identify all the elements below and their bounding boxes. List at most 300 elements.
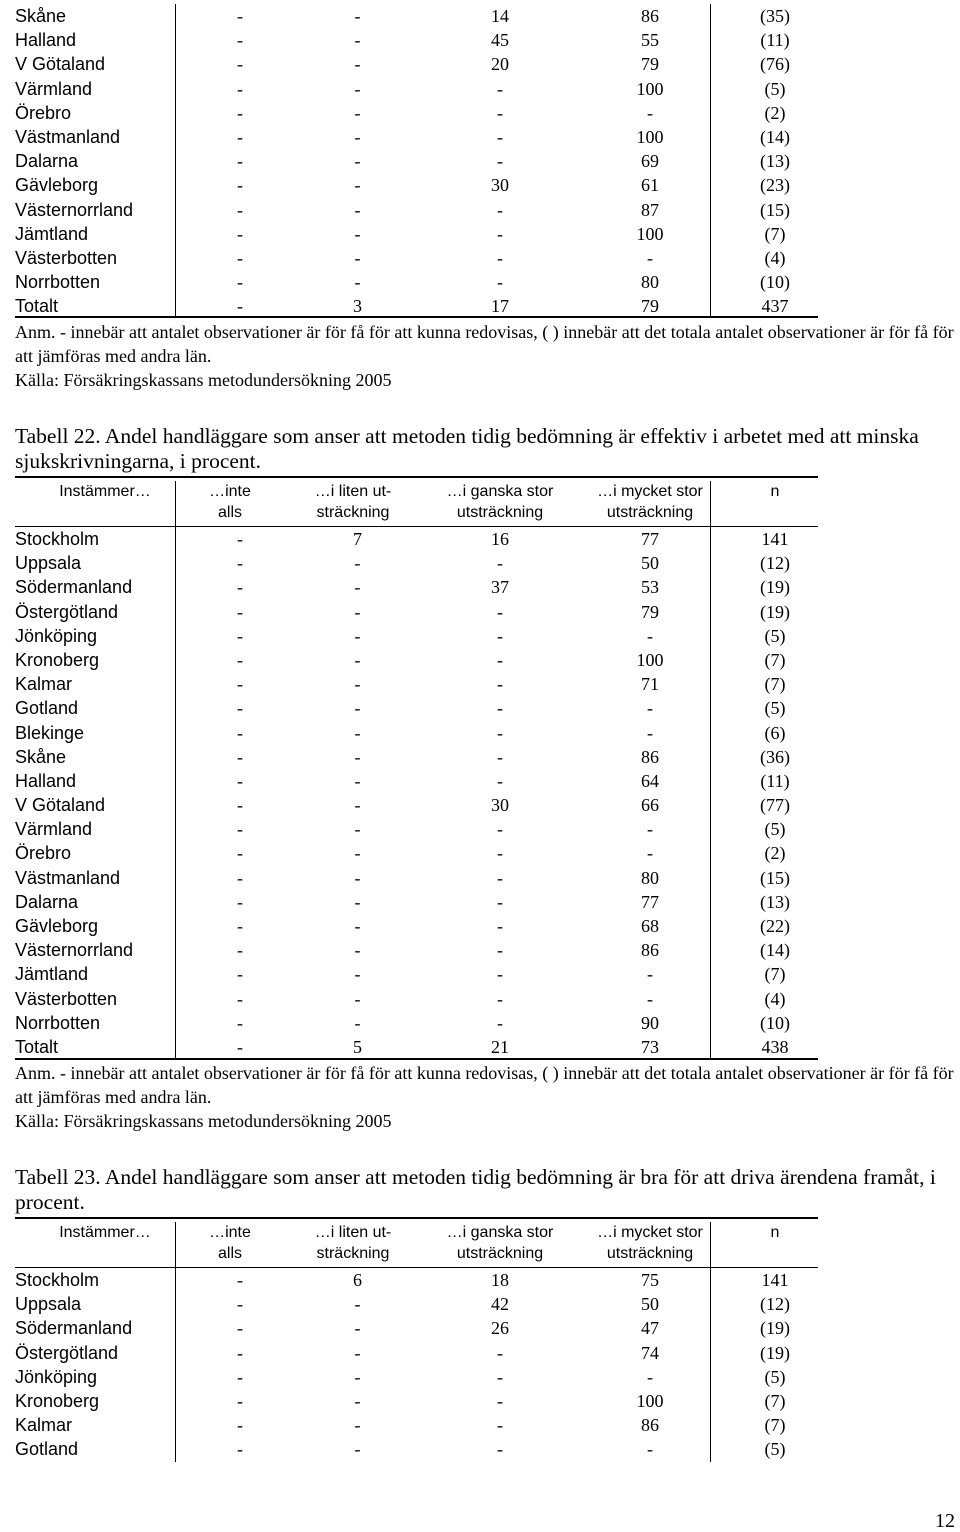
cell-liten: - bbox=[354, 199, 361, 220]
cell-mycket-stor: 90 bbox=[641, 1012, 659, 1033]
cell-n: (7) bbox=[764, 1390, 786, 1411]
table-body bbox=[15, 4, 960, 318]
header-instammer: Instämmer… bbox=[59, 483, 151, 500]
table-row bbox=[15, 721, 960, 745]
table-note: Anm. - innebär att antalet observationer är för få för att kunna redovisas, ( ) innebär att det totala antalet observationer är för få för att jämföras med andra län. bbox=[15, 1063, 954, 1107]
cell-inte-alls: - bbox=[237, 625, 243, 646]
table-header bbox=[15, 1222, 960, 1268]
cell-n: 438 bbox=[761, 1036, 789, 1057]
table-row bbox=[15, 222, 960, 246]
cell-ganska-stor: - bbox=[497, 843, 503, 864]
cell-liten: - bbox=[354, 722, 361, 743]
cell-liten: - bbox=[354, 601, 361, 622]
cell-n: (19) bbox=[760, 577, 790, 598]
cell-inte-alls: - bbox=[237, 102, 243, 123]
cell-n: (15) bbox=[760, 199, 790, 220]
cell-mycket-stor: 74 bbox=[641, 1342, 659, 1363]
cell-liten: - bbox=[354, 1294, 361, 1315]
cell-n: (19) bbox=[760, 1318, 790, 1339]
table-note: Anm. - innebär att antalet observationer är för få för att kunna redovisas, ( ) innebär att det totala antalet observationer är för få för att jämföras med andra län. bbox=[15, 322, 954, 366]
cell-inte-alls: - bbox=[237, 819, 243, 840]
row-label: Värmland bbox=[15, 819, 93, 840]
cell-mycket-stor: 75 bbox=[641, 1270, 659, 1290]
cell-liten: - bbox=[354, 553, 361, 574]
cell-mycket-stor: 80 bbox=[641, 867, 659, 888]
cell-inte-alls: - bbox=[237, 54, 243, 75]
header-n: n bbox=[770, 1224, 780, 1241]
table-body bbox=[15, 1268, 960, 1462]
table-23-title-block bbox=[15, 1165, 960, 1215]
table-bottom-rule bbox=[15, 1058, 818, 1060]
row-label: Totalt bbox=[15, 1036, 59, 1057]
table-row bbox=[15, 793, 960, 817]
cell-mycket-stor: 86 bbox=[641, 746, 659, 767]
cell-mycket-stor: 86 bbox=[641, 1415, 659, 1436]
cell-n: (5) bbox=[764, 78, 786, 99]
row-label: Östergötland bbox=[15, 601, 119, 622]
cell-mycket-stor: - bbox=[647, 1439, 653, 1460]
table-row bbox=[15, 987, 960, 1011]
cell-liten: - bbox=[354, 843, 361, 864]
header-liten: …i liten ut- sträckning bbox=[314, 1224, 392, 1262]
cell-mycket-stor: 50 bbox=[641, 1294, 659, 1315]
header-ganska-stor: …i ganska stor utsträckning bbox=[446, 1224, 554, 1262]
cell-n: (11) bbox=[760, 770, 790, 791]
table-row bbox=[15, 1292, 960, 1316]
table-row bbox=[15, 77, 960, 101]
cell-liten: - bbox=[354, 625, 361, 646]
row-label: Kalmar bbox=[15, 674, 73, 695]
cell-inte-alls: - bbox=[237, 30, 243, 51]
table-row bbox=[15, 866, 960, 890]
cell-ganska-stor: 18 bbox=[491, 1270, 509, 1290]
cell-ganska-stor: - bbox=[497, 223, 503, 244]
row-label: Södermanland bbox=[15, 577, 133, 598]
table-row bbox=[15, 1437, 960, 1461]
cell-inte-alls: - bbox=[237, 553, 243, 574]
row-label: Gävleborg bbox=[15, 916, 99, 936]
header-mycket-stor: …i mycket stor utsträckning bbox=[597, 483, 703, 521]
cell-mycket-stor: 79 bbox=[641, 54, 659, 75]
table-top-notes bbox=[15, 320, 960, 392]
cell-inte-alls: - bbox=[237, 1366, 243, 1387]
cell-n: (5) bbox=[764, 819, 786, 840]
row-label: Uppsala bbox=[15, 553, 82, 574]
cell-mycket-stor: 77 bbox=[641, 529, 659, 549]
cell-liten: 7 bbox=[353, 529, 362, 549]
cell-n: (10) bbox=[760, 1012, 790, 1033]
table-top-continuation bbox=[15, 4, 960, 318]
cell-mycket-stor: - bbox=[647, 819, 653, 840]
cell-inte-alls: - bbox=[237, 770, 243, 791]
cell-inte-alls: - bbox=[237, 6, 243, 26]
cell-liten: - bbox=[354, 964, 361, 985]
table-row bbox=[15, 769, 960, 793]
row-label: Dalarna bbox=[15, 891, 79, 912]
cell-mycket-stor: 53 bbox=[641, 577, 659, 598]
row-label: Halland bbox=[15, 30, 77, 51]
cell-n: (7) bbox=[764, 1415, 786, 1436]
cell-n: (77) bbox=[760, 795, 790, 816]
cell-ganska-stor: 30 bbox=[491, 795, 509, 816]
cell-inte-alls: - bbox=[237, 296, 243, 317]
row-label: Örebro bbox=[15, 843, 72, 864]
cell-ganska-stor: 30 bbox=[491, 175, 509, 196]
cell-liten: - bbox=[354, 54, 361, 75]
cell-inte-alls: - bbox=[237, 247, 243, 268]
row-label: Blekinge bbox=[15, 722, 85, 743]
cell-mycket-stor: 79 bbox=[641, 296, 659, 317]
cell-mycket-stor: 86 bbox=[641, 6, 659, 26]
table-row bbox=[15, 1365, 960, 1389]
cell-ganska-stor: - bbox=[497, 272, 503, 293]
cell-inte-alls: - bbox=[237, 940, 243, 961]
cell-liten: - bbox=[354, 698, 361, 719]
cell-liten: - bbox=[354, 175, 361, 196]
cell-mycket-stor: 64 bbox=[641, 770, 659, 791]
cell-liten: - bbox=[354, 102, 361, 123]
cell-n: 141 bbox=[761, 529, 789, 549]
table-bottom-rule bbox=[15, 316, 818, 318]
cell-mycket-stor: 100 bbox=[636, 78, 664, 99]
cell-liten: - bbox=[354, 1366, 361, 1387]
cell-mycket-stor: 80 bbox=[641, 272, 659, 293]
cell-n: (4) bbox=[764, 988, 786, 1009]
table-row bbox=[15, 173, 960, 197]
cell-inte-alls: - bbox=[237, 1270, 243, 1290]
table-header bbox=[15, 481, 960, 527]
cell-liten: - bbox=[354, 746, 361, 767]
table-22-title: Tabell 22. Andel handläggare som anser att metoden tidig bedömning är effektiv i arbetet med att minska sjukskrivningarna, i procent. bbox=[15, 424, 919, 473]
cell-ganska-stor: - bbox=[497, 964, 503, 985]
cell-ganska-stor: - bbox=[497, 770, 503, 791]
table-row bbox=[15, 938, 960, 962]
cell-inte-alls: - bbox=[237, 1415, 243, 1436]
row-label: Stockholm bbox=[15, 529, 100, 549]
cell-liten: - bbox=[354, 1390, 361, 1411]
cell-mycket-stor: 77 bbox=[641, 891, 659, 912]
row-label: Gotland bbox=[15, 698, 79, 719]
cell-ganska-stor: - bbox=[497, 625, 503, 646]
cell-ganska-stor: 37 bbox=[491, 577, 509, 598]
cell-ganska-stor: - bbox=[497, 1439, 503, 1460]
cell-liten: - bbox=[354, 126, 361, 147]
cell-n: (15) bbox=[760, 867, 790, 888]
cell-liten: - bbox=[354, 674, 361, 695]
row-label: Västerbotten bbox=[15, 988, 118, 1009]
table-row bbox=[15, 1035, 960, 1059]
row-label: Stockholm bbox=[15, 1270, 100, 1290]
cell-ganska-stor: 20 bbox=[491, 54, 509, 75]
row-label: Gotland bbox=[15, 1439, 79, 1460]
cell-ganska-stor: - bbox=[497, 674, 503, 695]
cell-mycket-stor: 71 bbox=[641, 674, 659, 695]
table-body bbox=[15, 527, 960, 1059]
cell-liten: - bbox=[354, 819, 361, 840]
cell-n: (36) bbox=[760, 746, 790, 767]
cell-ganska-stor: - bbox=[497, 151, 503, 172]
cell-ganska-stor: 14 bbox=[491, 6, 509, 26]
table-23-title: Tabell 23. Andel handläggare som anser att metoden tidig bedömning är bra för att driva ärendena framåt, i procent. bbox=[15, 1165, 936, 1214]
table-top-rule bbox=[15, 476, 818, 478]
cell-inte-alls: - bbox=[237, 1036, 243, 1057]
table-22-notes bbox=[15, 1061, 960, 1133]
cell-ganska-stor: - bbox=[497, 1415, 503, 1436]
cell-ganska-stor: - bbox=[497, 891, 503, 912]
row-label: Västmanland bbox=[15, 867, 121, 888]
cell-inte-alls: - bbox=[237, 916, 243, 936]
row-label: Kronoberg bbox=[15, 649, 100, 670]
cell-liten: - bbox=[354, 151, 361, 172]
table-row bbox=[15, 1316, 960, 1340]
table-row bbox=[15, 52, 960, 76]
cell-ganska-stor: - bbox=[497, 988, 503, 1009]
row-label: Östergötland bbox=[15, 1342, 119, 1363]
cell-inte-alls: - bbox=[237, 223, 243, 244]
cell-inte-alls: - bbox=[237, 964, 243, 985]
cell-ganska-stor: 21 bbox=[491, 1036, 509, 1057]
cell-liten: - bbox=[354, 6, 361, 26]
table-23 bbox=[15, 1222, 960, 1462]
column-divider bbox=[710, 481, 711, 1058]
cell-n: (2) bbox=[764, 843, 786, 864]
row-label: Uppsala bbox=[15, 1294, 82, 1315]
cell-liten: 5 bbox=[353, 1036, 362, 1057]
cell-n: (14) bbox=[760, 940, 790, 961]
table-row bbox=[15, 890, 960, 914]
cell-ganska-stor: - bbox=[497, 1012, 503, 1033]
row-label: Jönköping bbox=[15, 625, 98, 646]
cell-ganska-stor: - bbox=[497, 78, 503, 99]
cell-mycket-stor: 79 bbox=[641, 601, 659, 622]
cell-liten: - bbox=[354, 223, 361, 244]
table-row bbox=[15, 914, 960, 938]
cell-mycket-stor: 73 bbox=[641, 1036, 659, 1057]
cell-n: (7) bbox=[764, 964, 786, 985]
cell-ganska-stor: 42 bbox=[491, 1294, 509, 1315]
cell-n: (7) bbox=[764, 223, 786, 244]
cell-inte-alls: - bbox=[237, 78, 243, 99]
cell-mycket-stor: 47 bbox=[641, 1318, 659, 1339]
cell-ganska-stor: 17 bbox=[491, 296, 509, 317]
cell-liten: - bbox=[354, 1318, 361, 1339]
cell-ganska-stor: - bbox=[497, 199, 503, 220]
cell-inte-alls: - bbox=[237, 272, 243, 293]
cell-n: (7) bbox=[764, 674, 786, 695]
table-row bbox=[15, 125, 960, 149]
cell-liten: - bbox=[354, 577, 361, 598]
cell-n: (23) bbox=[760, 175, 790, 196]
row-label: Norrbotten bbox=[15, 1012, 101, 1033]
cell-n: (5) bbox=[764, 1366, 786, 1387]
header-rule bbox=[15, 1267, 818, 1268]
cell-mycket-stor: - bbox=[647, 988, 653, 1009]
table-row bbox=[15, 648, 960, 672]
header-liten: …i liten ut- sträckning bbox=[314, 483, 392, 521]
table-row bbox=[15, 817, 960, 841]
cell-liten: - bbox=[354, 1439, 361, 1460]
row-label: Dalarna bbox=[15, 151, 79, 172]
cell-n: (5) bbox=[764, 698, 786, 719]
cell-liten: - bbox=[354, 940, 361, 961]
cell-n: (22) bbox=[760, 916, 790, 936]
cell-mycket-stor: 55 bbox=[641, 30, 659, 51]
cell-inte-alls: - bbox=[237, 126, 243, 147]
cell-ganska-stor: - bbox=[497, 649, 503, 670]
cell-liten: - bbox=[354, 1342, 361, 1363]
row-label: Västernorrland bbox=[15, 940, 134, 961]
row-label: Kalmar bbox=[15, 1415, 73, 1436]
cell-n: (5) bbox=[764, 625, 786, 646]
cell-liten: - bbox=[354, 649, 361, 670]
cell-mycket-stor: 50 bbox=[641, 553, 659, 574]
cell-inte-alls: - bbox=[237, 891, 243, 912]
page-number: 12 bbox=[935, 1510, 955, 1532]
cell-liten: - bbox=[354, 770, 361, 791]
row-label: Totalt bbox=[15, 296, 59, 317]
cell-mycket-stor: - bbox=[647, 964, 653, 985]
cell-mycket-stor: 100 bbox=[636, 649, 664, 670]
table-source: Källa: Försäkringskassans metodundersökning 2005 bbox=[15, 370, 392, 390]
cell-ganska-stor: - bbox=[497, 916, 503, 936]
table-row bbox=[15, 4, 960, 28]
header-inte-alls: …inte alls bbox=[209, 1224, 251, 1262]
table-22-title-block bbox=[15, 424, 960, 474]
cell-mycket-stor: 66 bbox=[641, 795, 659, 816]
column-divider bbox=[710, 4, 711, 316]
cell-n: (19) bbox=[760, 1342, 790, 1363]
cell-inte-alls: - bbox=[237, 1294, 243, 1315]
cell-mycket-stor: 87 bbox=[641, 199, 659, 220]
cell-liten: 3 bbox=[353, 296, 362, 317]
row-label: Gävleborg bbox=[15, 175, 99, 196]
table-row bbox=[15, 294, 960, 318]
header-mycket-stor: …i mycket stor utsträckning bbox=[597, 1224, 703, 1262]
cell-mycket-stor: - bbox=[647, 247, 653, 268]
row-label: Södermanland bbox=[15, 1318, 133, 1339]
row-label: Skåne bbox=[15, 746, 67, 767]
cell-inte-alls: - bbox=[237, 722, 243, 743]
cell-liten: - bbox=[354, 867, 361, 888]
table-row bbox=[15, 246, 960, 270]
cell-n: (4) bbox=[764, 247, 786, 268]
table-top-rule bbox=[15, 1217, 818, 1219]
cell-n: (19) bbox=[760, 601, 790, 622]
header-instammer: Instämmer… bbox=[59, 1224, 151, 1241]
cell-mycket-stor: - bbox=[647, 843, 653, 864]
cell-mycket-stor: 100 bbox=[636, 223, 664, 244]
row-label: Västernorrland bbox=[15, 199, 134, 220]
header-rule bbox=[15, 526, 818, 527]
table-row bbox=[15, 1011, 960, 1035]
cell-n: (7) bbox=[764, 649, 786, 670]
cell-ganska-stor: - bbox=[497, 1390, 503, 1411]
header-ganska-stor: …i ganska stor utsträckning bbox=[446, 483, 554, 521]
row-label: Jämtland bbox=[15, 223, 89, 244]
cell-liten: - bbox=[354, 30, 361, 51]
cell-liten: - bbox=[354, 988, 361, 1009]
row-label: Norrbotten bbox=[15, 272, 101, 293]
cell-n: (12) bbox=[760, 1294, 790, 1315]
row-label: Kronoberg bbox=[15, 1390, 100, 1411]
cell-inte-alls: - bbox=[237, 795, 243, 816]
table-row bbox=[15, 1389, 960, 1413]
table-row bbox=[15, 1413, 960, 1437]
cell-mycket-stor: 100 bbox=[636, 1390, 664, 1411]
column-divider bbox=[175, 4, 176, 316]
cell-n: (12) bbox=[760, 553, 790, 574]
cell-ganska-stor: 45 bbox=[491, 30, 509, 51]
cell-inte-alls: - bbox=[237, 1439, 243, 1460]
cell-ganska-stor: - bbox=[497, 126, 503, 147]
cell-n: (35) bbox=[760, 6, 790, 26]
row-label: Jämtland bbox=[15, 964, 89, 985]
cell-mycket-stor: - bbox=[647, 102, 653, 123]
cell-n: (6) bbox=[764, 722, 786, 743]
cell-inte-alls: - bbox=[237, 199, 243, 220]
cell-ganska-stor: - bbox=[497, 601, 503, 622]
cell-ganska-stor: - bbox=[497, 1366, 503, 1387]
cell-ganska-stor: - bbox=[497, 102, 503, 123]
cell-ganska-stor: - bbox=[497, 746, 503, 767]
cell-inte-alls: - bbox=[237, 746, 243, 767]
table-row bbox=[15, 28, 960, 52]
cell-mycket-stor: - bbox=[647, 722, 653, 743]
column-divider bbox=[175, 1222, 176, 1462]
row-label: Värmland bbox=[15, 78, 93, 99]
table-row bbox=[15, 198, 960, 222]
table-row bbox=[15, 624, 960, 648]
cell-inte-alls: - bbox=[237, 1390, 243, 1411]
cell-ganska-stor: - bbox=[497, 1342, 503, 1363]
cell-mycket-stor: 100 bbox=[636, 126, 664, 147]
table-row bbox=[15, 101, 960, 125]
table-row bbox=[15, 696, 960, 720]
row-label: Jönköping bbox=[15, 1366, 98, 1387]
row-label: Halland bbox=[15, 770, 77, 791]
cell-inte-alls: - bbox=[237, 649, 243, 670]
cell-inte-alls: - bbox=[237, 843, 243, 864]
table-row bbox=[15, 527, 960, 551]
cell-ganska-stor: - bbox=[497, 553, 503, 574]
table-22 bbox=[15, 481, 960, 1059]
cell-liten: - bbox=[354, 1012, 361, 1033]
cell-inte-alls: - bbox=[237, 577, 243, 598]
cell-liten: - bbox=[354, 891, 361, 912]
cell-ganska-stor: 16 bbox=[491, 529, 509, 549]
table-row bbox=[15, 841, 960, 865]
table-row bbox=[15, 1341, 960, 1365]
cell-liten: - bbox=[354, 272, 361, 293]
cell-inte-alls: - bbox=[237, 674, 243, 695]
cell-mycket-stor: - bbox=[647, 1366, 653, 1387]
cell-n: 437 bbox=[761, 296, 789, 317]
table-row bbox=[15, 149, 960, 173]
table-row bbox=[15, 672, 960, 696]
cell-liten: 6 bbox=[353, 1270, 362, 1290]
row-label: Västmanland bbox=[15, 126, 121, 147]
cell-mycket-stor: 68 bbox=[641, 916, 659, 936]
cell-inte-alls: - bbox=[237, 151, 243, 172]
cell-inte-alls: - bbox=[237, 698, 243, 719]
cell-n: (2) bbox=[764, 102, 786, 123]
column-divider bbox=[175, 481, 176, 1058]
cell-inte-alls: - bbox=[237, 867, 243, 888]
cell-mycket-stor: 86 bbox=[641, 940, 659, 961]
cell-inte-alls: - bbox=[237, 175, 243, 196]
header-inte-alls: …inte alls bbox=[209, 483, 251, 521]
row-label: Örebro bbox=[15, 102, 72, 123]
